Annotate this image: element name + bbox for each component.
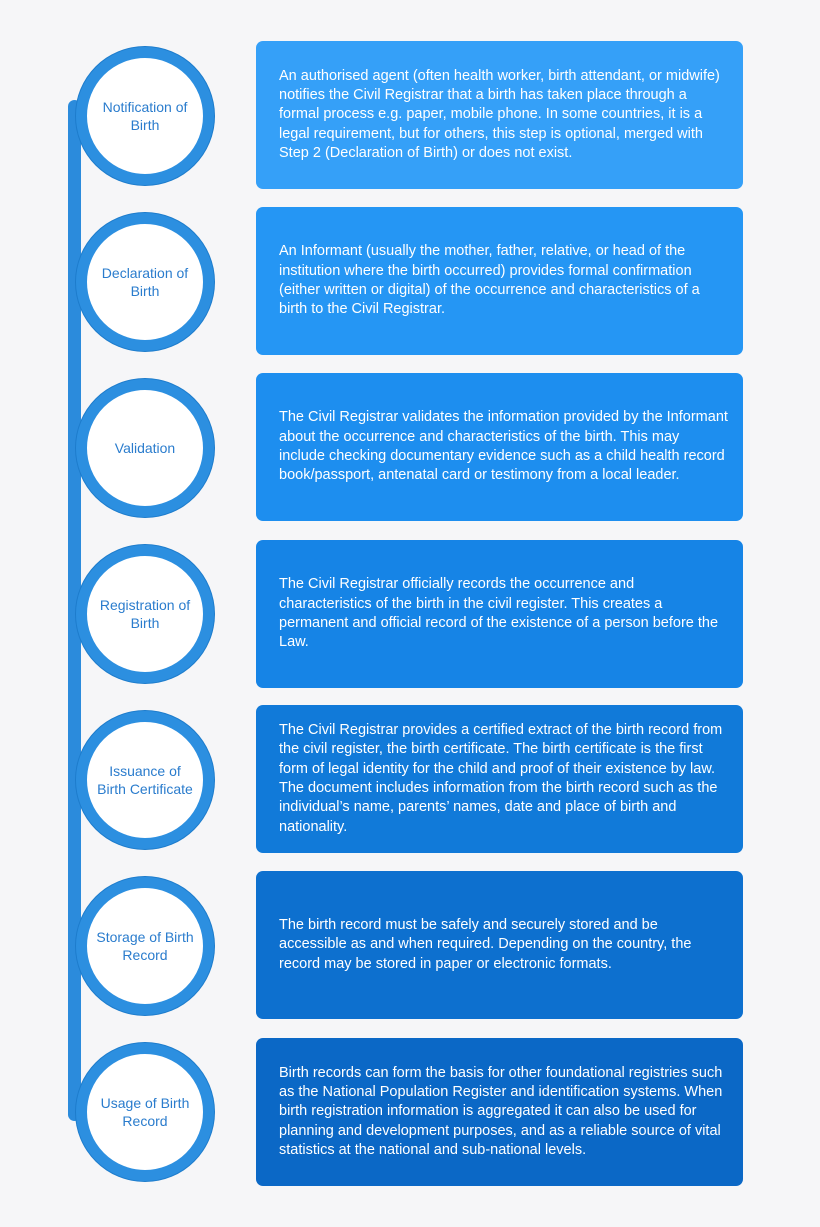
step-label-registration: Registration of Birth: [99, 597, 191, 631]
step-description-registration: The Civil Registrar officially records the occurrence and characteristics of the birth in the civil register. This creates a permanent and official record of the existence of a person before the Law.: [279, 576, 719, 651]
step-label-issuance: Issuance of Birth Certificate: [97, 763, 193, 797]
step-description-notification: An authorised agent (often health worker, birth attendant, or midwife) notifies the Civil Registrar that a birth has taken place through a formal process e.g. paper, mobile phone. In some countries, it is a legal requirement, but for others, this step is optional, merged with Step 2 (Declaration of Birth) or does not exist.: [279, 67, 720, 161]
step-circle-issuance: [76, 711, 214, 849]
step-label-usage: Usage of Birth Record: [100, 1095, 190, 1129]
step-description-declaration: An Informant (usually the mother, father, relative, or head of the institution where the birth occurred) provides formal confirmation (either written or digital) of the occurrence and characteristics of a birth to the Civil Registrar.: [279, 243, 700, 318]
step-circle-validation: [76, 379, 214, 517]
step-circle-registration: [76, 545, 214, 683]
step-box-registration: [256, 540, 743, 688]
step-description-usage: Birth records can form the basis for other foundational registries such as the National Population Register and identification systems. When birth registration information is aggregated it can also be used for planning and development purposes, and as a reliable source of vital statistics at the national and sub-national levels.: [279, 1064, 723, 1158]
step-circle-notification: [76, 47, 214, 185]
step-label-declaration: Declaration of Birth: [101, 265, 189, 299]
step-label-notification: Notification of Birth: [102, 99, 188, 133]
step-label-storage: Storage of Birth Record: [96, 929, 194, 963]
step-circle-declaration: [76, 213, 214, 351]
step-box-usage: [256, 1038, 743, 1186]
step-circle-usage: [76, 1043, 214, 1181]
step-circle-storage: [76, 877, 214, 1015]
step-description-storage: The birth record must be safely and securely stored and be accessible as and when required. Depending on the country, the record may be stored in paper or electronic formats.: [279, 917, 692, 972]
step-box-validation: [256, 373, 743, 521]
step-description-validation: The Civil Registrar validates the information provided by the Informant about the occurrence and characteristics of the birth. This may include checking documentary evidence such as a child health record book/passport, antenatal card or testimony from a local leader.: [279, 409, 728, 484]
step-box-issuance: [256, 705, 743, 853]
step-box-notification: [256, 41, 743, 189]
step-box-storage: [256, 871, 743, 1019]
step-label-validation: Validation: [114, 440, 176, 456]
step-box-declaration: [256, 207, 743, 355]
step-description-issuance: The Civil Registrar provides a certified extract of the birth record from the civil register, the birth certificate. The birth certificate is the first form of legal identity for the child and proof of their existence by law. The document includes information from the birth record such as the individual’s name, parents’ names, date and place of birth and nationality.: [279, 722, 723, 835]
